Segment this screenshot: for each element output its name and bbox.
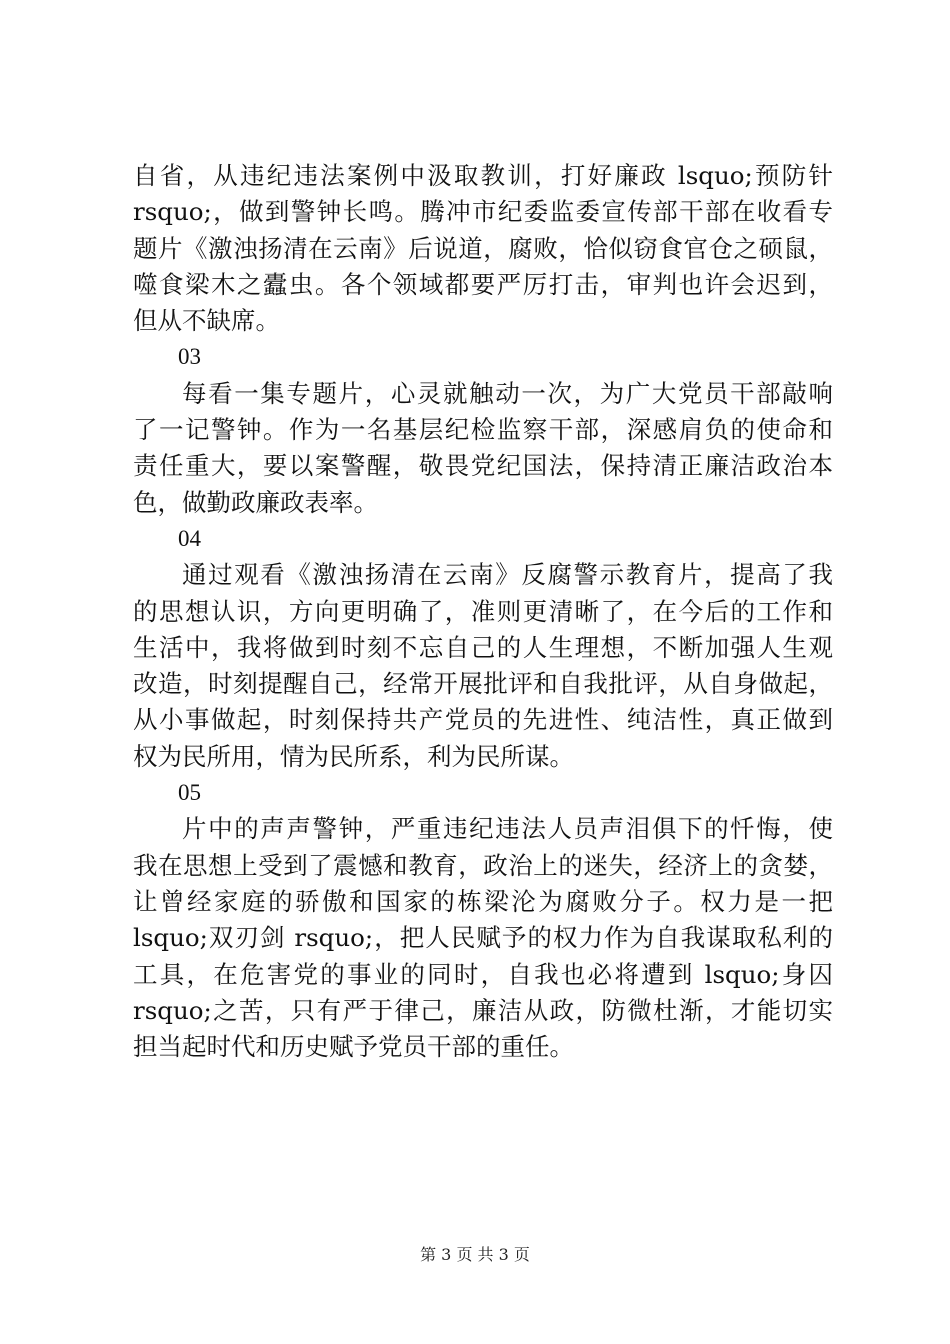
body-line: 改造，时刻提醒自己，经常开展批评和自我批评，从自身做起，: [133, 669, 833, 699]
body-line: 我在思想上受到了震憾和教育，政治上的迷失，经济上的贪婪，: [133, 850, 833, 880]
body-line: 生活中，我将做到时刻不忘自己的人生理想，不断加强人生观: [133, 632, 833, 662]
page-footer: 第 3 页 共 3 页: [420, 1245, 530, 1264]
document-body: [133, 158, 833, 1065]
body-line: 担当起时代和历史赋予党员干部的重任。: [133, 1032, 574, 1062]
section-number: 05: [178, 780, 201, 806]
body-line: rsquo;之苦，只有严于律己，廉洁从政，防微杜渐，才能切实: [133, 995, 833, 1025]
body-line: 自省，从违纪违法案例中汲取教训，打好廉政 lsquo;预防针: [133, 161, 833, 190]
section-number: 04: [178, 525, 201, 551]
body-line: 从小事做起，时刻保持共产党员的先进性、纯洁性，真正做到: [133, 705, 833, 735]
body-line: 但从不缺席。: [133, 306, 280, 336]
body-line: 色，做勤政廉政表率。: [133, 487, 378, 517]
body-line: 片中的声声警钟，严重违纪违法人员声泪俱下的忏悔，使: [182, 814, 833, 844]
body-line: 了一记警钟。作为一名基层纪检监察干部，深感肩负的使命和: [133, 415, 833, 445]
body-line: 工具，在危害党的事业的同时，自我也必将遭到 lsquo;身囚: [133, 959, 833, 989]
body-line: 题片《激浊扬清在云南》后说道，腐败，恰似窃食官仓之硕鼠，: [133, 233, 833, 263]
body-line: 通过观看《激浊扬清在云南》反腐警示教育片，提高了我: [182, 560, 833, 590]
body-line: 每看一集专题片，心灵就触动一次，为广大党员干部敲响: [182, 378, 833, 408]
body-line: 责任重大，要以案警醒，敬畏党纪国法，保持清正廉洁政治本: [133, 451, 833, 481]
body-line: lsquo;双刃剑 rsquo;，把人民赋予的权力作为自我谋取私利的: [133, 923, 833, 953]
body-line: 让曾经家庭的骄傲和国家的栋梁沦为腐败分子。权力是一把: [133, 886, 833, 916]
body-line: rsquo;，做到警钟长鸣。腾冲市纪委监委宣传部干部在收看专: [133, 197, 833, 227]
body-line: 的思想认识，方向更明确了，准则更清晰了，在今后的工作和: [133, 596, 833, 626]
body-line: 噬食梁木之蠹虫。各个领域都要严厉打击，审判也许会迟到，: [133, 269, 833, 299]
section-number: 03: [178, 344, 201, 370]
body-line: 权为民所用，情为民所系，利为民所谋。: [133, 741, 574, 771]
